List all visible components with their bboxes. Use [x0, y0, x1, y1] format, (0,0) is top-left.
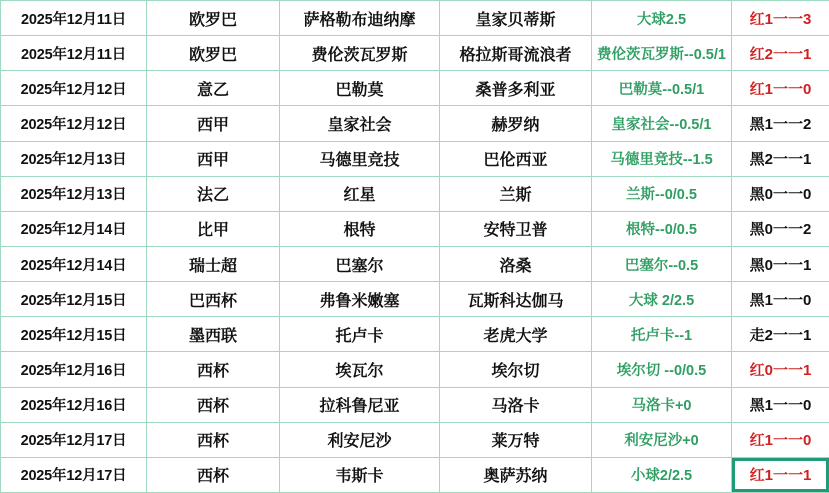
result-text: 黑1一一0 — [749, 291, 812, 309]
cell-handicap: 费伦茨瓦罗斯--0.5/1 — [592, 36, 732, 71]
table-row — [1, 71, 829, 106]
cell-league: 西杯 — [147, 457, 280, 492]
cell-home-team: 巴勒莫 — [280, 71, 440, 106]
cell-handicap: 小球2/2.5 — [592, 457, 732, 492]
result-text: 红1一一0 — [749, 80, 812, 98]
cell-away-team: 莱万特 — [440, 422, 592, 457]
cell-result — [732, 71, 829, 106]
cell-league: 西甲 — [147, 141, 280, 176]
cell-result — [732, 246, 829, 281]
cell-date: 2025年12月12日 — [1, 71, 147, 106]
result-text: 红1一一0 — [749, 432, 812, 450]
cell-date: 2025年12月12日 — [1, 106, 147, 141]
table-row — [1, 246, 829, 281]
table-row — [1, 211, 829, 246]
cell-league: 西杯 — [147, 387, 280, 422]
cell-date: 2025年12月11日 — [1, 36, 147, 71]
cell-away-team: 皇家贝蒂斯 — [440, 1, 592, 36]
cell-home-team: 埃瓦尔 — [280, 352, 440, 387]
table-row — [1, 282, 829, 317]
result-text: 黑0一一2 — [749, 221, 812, 239]
table-row — [1, 457, 829, 492]
cell-league: 瑞士超 — [147, 246, 280, 281]
result-text: 红1一一3 — [749, 10, 812, 28]
cell-league: 墨西联 — [147, 317, 280, 352]
cell-result-highlighted — [732, 457, 829, 492]
table-row — [1, 422, 829, 457]
cell-date: 2025年12月14日 — [1, 211, 147, 246]
cell-date: 2025年12月17日 — [1, 422, 147, 457]
cell-away-team: 老虎大学 — [440, 317, 592, 352]
result-text: 红0一一1 — [749, 361, 812, 379]
table-row — [1, 387, 829, 422]
cell-home-team: 皇家社会 — [280, 106, 440, 141]
cell-handicap: 巴塞尔--0.5 — [592, 246, 732, 281]
cell-result — [732, 317, 829, 352]
result-text: 黑1一一2 — [749, 115, 812, 133]
cell-away-team: 安特卫普 — [440, 211, 592, 246]
result-text: 红1一一1 — [749, 467, 812, 485]
cell-date: 2025年12月14日 — [1, 246, 147, 281]
cell-handicap: 大球 2/2.5 — [592, 282, 732, 317]
cell-away-team: 格拉斯哥流浪者 — [440, 36, 592, 71]
cell-league: 西杯 — [147, 352, 280, 387]
cell-home-team: 弗鲁米嫩塞 — [280, 282, 440, 317]
cell-away-team: 桑普多利亚 — [440, 71, 592, 106]
cell-date: 2025年12月16日 — [1, 387, 147, 422]
cell-result — [732, 387, 829, 422]
cell-result — [732, 211, 829, 246]
cell-result — [732, 352, 829, 387]
table-row — [1, 317, 829, 352]
cell-home-team: 根特 — [280, 211, 440, 246]
cell-result — [732, 36, 829, 71]
cell-league: 法乙 — [147, 176, 280, 211]
table-row — [1, 176, 829, 211]
cell-away-team: 巴伦西亚 — [440, 141, 592, 176]
cell-handicap: 兰斯--0/0.5 — [592, 176, 732, 211]
cell-date: 2025年12月13日 — [1, 176, 147, 211]
cell-home-team: 马德里竞技 — [280, 141, 440, 176]
cell-home-team: 费伦茨瓦罗斯 — [280, 36, 440, 71]
cell-home-team: 萨格勒布迪纳摩 — [280, 1, 440, 36]
cell-result — [732, 422, 829, 457]
cell-date: 2025年12月15日 — [1, 282, 147, 317]
cell-home-team: 拉科鲁尼亚 — [280, 387, 440, 422]
table-row — [1, 141, 829, 176]
cell-result — [732, 106, 829, 141]
cell-date: 2025年12月11日 — [1, 1, 147, 36]
cell-date: 2025年12月17日 — [1, 457, 147, 492]
cell-date: 2025年12月13日 — [1, 141, 147, 176]
cell-home-team: 韦斯卡 — [280, 457, 440, 492]
cell-away-team: 瓦斯科达伽马 — [440, 282, 592, 317]
result-text: 黑0一一0 — [749, 186, 812, 204]
cell-handicap: 根特--0/0.5 — [592, 211, 732, 246]
table-row — [1, 352, 829, 387]
cell-away-team: 奥萨苏纳 — [440, 457, 592, 492]
result-text: 黑0一一1 — [749, 256, 812, 274]
cell-result — [732, 176, 829, 211]
cell-result — [732, 141, 829, 176]
cell-home-team: 红星 — [280, 176, 440, 211]
cell-date: 2025年12月15日 — [1, 317, 147, 352]
cell-home-team: 巴塞尔 — [280, 246, 440, 281]
result-text: 红2一一1 — [749, 45, 812, 63]
cell-away-team: 兰斯 — [440, 176, 592, 211]
result-text: 黑1一一0 — [749, 397, 812, 415]
cell-away-team: 赫罗纳 — [440, 106, 592, 141]
cell-league: 比甲 — [147, 211, 280, 246]
table-row — [1, 36, 829, 71]
cell-home-team: 利安尼沙 — [280, 422, 440, 457]
cell-league: 欧罗巴 — [147, 1, 280, 36]
cell-league: 西甲 — [147, 106, 280, 141]
cell-league: 欧罗巴 — [147, 36, 280, 71]
cell-league: 巴西杯 — [147, 282, 280, 317]
cell-handicap: 大球2.5 — [592, 1, 732, 36]
table-body — [1, 1, 829, 493]
cell-handicap: 埃尔切 --0/0.5 — [592, 352, 732, 387]
cell-result — [732, 1, 829, 36]
cell-handicap: 托卢卡--1 — [592, 317, 732, 352]
cell-league: 西杯 — [147, 422, 280, 457]
table-row — [1, 1, 829, 36]
cell-away-team: 埃尔切 — [440, 352, 592, 387]
cell-away-team: 洛桑 — [440, 246, 592, 281]
cell-home-team: 托卢卡 — [280, 317, 440, 352]
cell-handicap: 皇家社会--0.5/1 — [592, 106, 732, 141]
cell-handicap: 马洛卡+0 — [592, 387, 732, 422]
cell-result — [732, 282, 829, 317]
result-text: 黑2一一1 — [749, 151, 812, 169]
table-row — [1, 106, 829, 141]
cell-handicap: 利安尼沙+0 — [592, 422, 732, 457]
result-text: 走2一一1 — [749, 326, 812, 344]
cell-handicap: 马德里竞技--1.5 — [592, 141, 732, 176]
cell-league: 意乙 — [147, 71, 280, 106]
cell-handicap: 巴勒莫--0.5/1 — [592, 71, 732, 106]
cell-date: 2025年12月16日 — [1, 352, 147, 387]
cell-away-team: 马洛卡 — [440, 387, 592, 422]
